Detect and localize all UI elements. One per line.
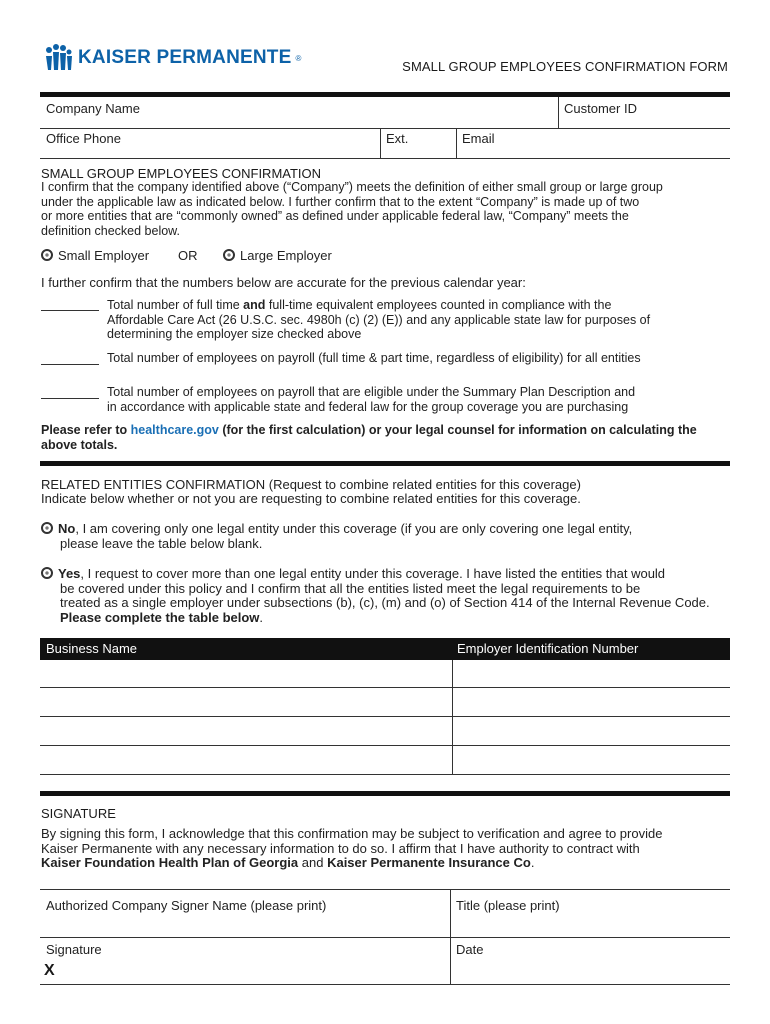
signature-x-mark: X	[44, 962, 55, 979]
refer-text-b: (for the first calculation) or your legal counsel for information on calculating the	[218, 423, 697, 437]
related-title-text: RELATED ENTITIES CONFIRMATION (Request to combine related entities for this coverage)	[41, 477, 581, 492]
logo-registered: ®	[295, 53, 302, 63]
payroll-count-text: Total number of employees on payroll (full time & part time, regardless of eligibility) for all entities	[107, 351, 641, 365]
confirmation-line: under the applicable law as indicated below. I further confirm that to the extent “Company” is made up of two	[41, 194, 640, 209]
large-employer-radio[interactable]	[223, 249, 235, 261]
or-label: OR	[178, 248, 198, 263]
yes-option	[41, 567, 736, 625]
form-title: SMALL GROUP EMPLOYEES CONFIRMATION FORM	[402, 59, 728, 74]
item1-text-b: full-time equivalent employees counted in compliance with the	[265, 298, 612, 312]
employer-size-options	[41, 249, 149, 264]
ext-divider	[380, 128, 381, 158]
refer-text-a: Please refer to	[41, 423, 131, 437]
signer-title-field[interactable]: Title (please print)	[456, 898, 560, 913]
refer-line2: above totals.	[41, 437, 118, 452]
small-employer-label: Small Employer	[58, 248, 150, 263]
signer-bottom-border	[40, 984, 730, 985]
table-row-line	[40, 774, 730, 775]
signature-and: and	[298, 855, 328, 870]
yes-line4-end: .	[259, 609, 264, 625]
item1-text-a: Total number of full time	[107, 298, 244, 312]
related-subtitle: Indicate below whether or not you are requesting to combine related entities for this coverage.	[41, 491, 581, 506]
ein-cell[interactable]	[453, 660, 730, 687]
item1-line3: determining the employer size checked above	[107, 327, 362, 341]
kaiser-people-icon	[44, 44, 74, 72]
signature-period: .	[530, 855, 535, 870]
yes-line4-bold: Please complete the table below	[60, 609, 260, 625]
large-employer-label: Large Employer	[240, 248, 332, 263]
section-rule-signature	[40, 791, 730, 796]
entities-table-header	[40, 638, 730, 660]
yes-line3: treated as a single employer under subsections (b), (c), (m) and (o) of Section 414 of the Internal Revenue Code.	[60, 595, 710, 610]
signature-paragraph	[41, 827, 736, 871]
yes-line2: be covered under this policy and I confirm that all the entities listed meet the legal requirements to be	[60, 580, 641, 596]
confirmation-paragraph	[41, 180, 731, 238]
signature-line2: Kaiser Permanente with any necessary information to do so. I affirm that I have authority to contract with	[41, 840, 640, 856]
business-name-cell[interactable]	[40, 660, 452, 687]
customer-id-divider	[558, 97, 559, 128]
refer-note	[41, 423, 731, 452]
ext-field[interactable]: Ext.	[386, 131, 409, 146]
logo-wordmark: KAISER PERMANENTE	[78, 47, 292, 68]
yes-radio[interactable]	[41, 567, 53, 579]
yes-line1: , I request to cover more than one legal entity under this coverage. I have listed the entities that would	[80, 566, 666, 581]
fields-divider	[40, 128, 730, 129]
signer-mid-border	[40, 937, 730, 938]
item1-line2: Affordable Care Act (26 U.S.C. sec. 4980h (c) (2) (E)) and any applicable state law for purposes of	[107, 312, 651, 327]
no-label: No	[58, 521, 76, 536]
item3-line1: Total number of employees on payroll that are eligible under the Summary Plan Description and	[107, 385, 636, 399]
signer-column-divider	[450, 889, 451, 984]
further-confirm-text: I further confirm that the numbers below are accurate for the previous calendar year:	[41, 275, 526, 290]
ein-cell[interactable]	[453, 746, 730, 774]
ein-cell[interactable]	[453, 688, 730, 716]
signature-entity-2: Kaiser Permanente Insurance Co	[327, 855, 531, 870]
confirmation-line: definition checked below.	[41, 223, 180, 238]
business-name-cell[interactable]	[40, 717, 452, 745]
no-line1: , I am covering only one legal entity under this coverage (if you are only covering one legal entity,	[75, 521, 633, 536]
eligible-count-text	[107, 385, 727, 414]
business-name-cell[interactable]	[40, 688, 452, 716]
large-employer-option	[223, 249, 332, 264]
signer-top-border	[40, 889, 730, 890]
signature-line1: By signing this form, I acknowledge that this confirmation may be subject to verification and agree to provide	[41, 826, 663, 841]
customer-id-field[interactable]: Customer ID	[564, 101, 637, 116]
fields-bottom-border	[40, 158, 730, 159]
healthcare-gov-link[interactable]: healthcare.gov	[130, 423, 219, 437]
small-employer-radio[interactable]	[41, 249, 53, 261]
item3-line2: in accordance with applicable state and federal law for the group coverage you are purchasing	[107, 399, 629, 414]
kaiser-logo	[44, 44, 301, 72]
business-name-header: Business Name	[46, 641, 138, 656]
office-phone-field[interactable]: Office Phone	[46, 131, 121, 146]
date-field[interactable]: Date	[456, 942, 484, 957]
email-divider	[456, 128, 457, 158]
signature-title: SIGNATURE	[41, 806, 116, 821]
email-field[interactable]: Email	[462, 131, 495, 146]
confirmation-line: or more entities that are “commonly owned” as defined under applicable federal law, “Company” meets the	[41, 209, 629, 223]
signature-entity-1: Kaiser Foundation Health Plan of Georgia	[41, 855, 299, 870]
section-rule-related	[40, 461, 730, 466]
ein-header: Employer Identification Number	[457, 641, 639, 656]
no-line2: please leave the table below blank.	[60, 535, 263, 551]
payroll-count-input[interactable]	[41, 352, 99, 370]
fulltime-count-text	[107, 298, 727, 342]
yes-label: Yes	[58, 566, 81, 581]
no-option	[41, 522, 731, 551]
confirmation-title: SMALL GROUP EMPLOYEES CONFIRMATION	[41, 166, 322, 181]
item1-and: and	[243, 298, 266, 312]
business-name-cell[interactable]	[40, 746, 452, 774]
top-rule	[40, 92, 730, 97]
eligible-count-input[interactable]	[41, 386, 99, 404]
ein-cell[interactable]	[453, 717, 730, 745]
signature-field[interactable]: Signature	[46, 942, 102, 957]
fulltime-count-input[interactable]	[41, 298, 99, 316]
no-radio[interactable]	[41, 522, 53, 534]
signer-name-field[interactable]: Authorized Company Signer Name (please print)	[46, 898, 327, 913]
company-name-field[interactable]: Company Name	[46, 101, 140, 116]
confirmation-line: I confirm that the company identified above (“Company”) meets the definition of either small group or large group	[41, 180, 663, 194]
